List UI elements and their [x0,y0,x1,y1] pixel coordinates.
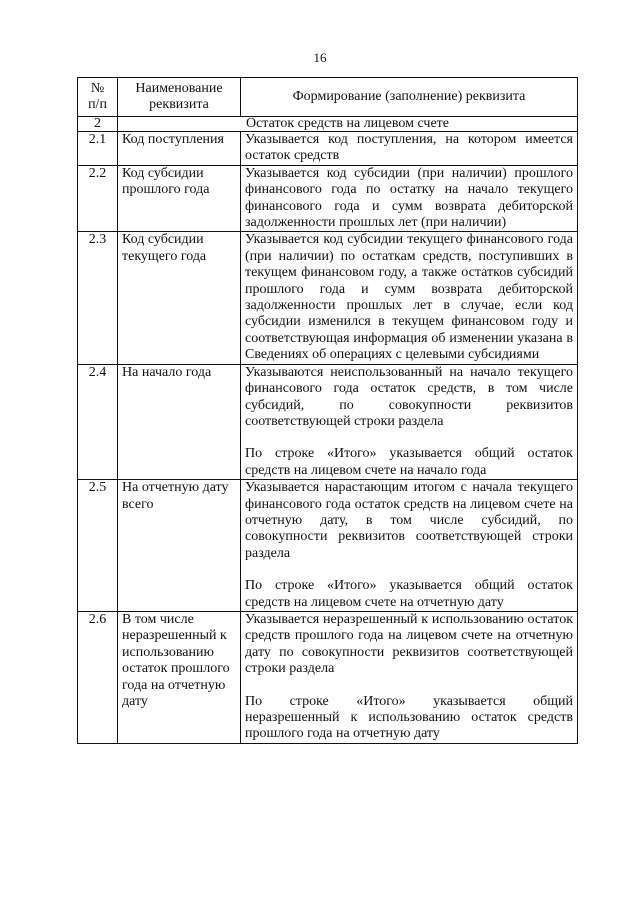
table-row [78,132,578,166]
description-paragraph: По строке «Итого» указывается общий остаток средств на лицевом счете на отчетную дату [245,578,573,610]
table-row [78,480,578,612]
description-paragraph: По строке «Итого» указывается общий остаток средств на лицевом счете на начало года [245,446,573,478]
row-number: 2.3 [78,232,118,364]
table-row [78,232,578,364]
section-num: 2 [78,117,118,132]
description-paragraph: По строке «Итого» указывается общий неразрешенный к использованию остаток средств прошлого года на отчетную дату [245,693,573,742]
header-num: № п/п [78,78,118,117]
table-row [78,165,578,232]
requisite-name: Код субсидии прошлого года [118,165,241,232]
requisite-name: На отчетную дату всего [118,480,241,612]
description-paragraph: Указывается нарастающим итогом с начала текущего финансового года остаток средств на лицевом счете на отчетную дату, в том числе субсидий, по совокупности реквизитов соответствующей строки раздела [245,480,573,561]
description-paragraph: Указывается код субсидии текущего финансового года (при наличии) по остаткам средств, поступивших в текущем финансовом году, а также остатков субсидий прошлого года и сумм возврата дебиторской задолженности прошлых лет в случае, если код субсидии изменился в текущем финансовом году и соответствующая информация об изменении указана в Сведениях об операциях с целевыми субсидиями [245,232,573,363]
description-paragraph: Указывается код поступления, на котором имеется остаток средств [245,132,573,164]
header-name: Наименование реквизита [118,78,241,117]
requisite-description [241,232,578,364]
requisite-name: В том числе неразрешенный к использованию остаток прошлого года на отчетную дату [118,611,241,743]
row-number: 2.5 [78,480,118,612]
requisite-description [241,364,578,479]
requisite-name: На начало года [118,364,241,479]
table-row [78,611,578,743]
requisites-table [77,77,578,744]
row-number: 2.1 [78,132,118,166]
header-desc: Формирование (заполнение) реквизита [241,78,578,117]
section-title: Остаток средств на лицевом счете [118,117,578,132]
description-paragraph: Указывается код субсидии (при наличии) прошлого финансового года по остатку на начало текущего финансового года и сумм возврата дебиторской задолженности прошлых лет (при наличии) [245,165,573,231]
requisite-name: Код поступления [118,132,241,166]
description-paragraph: Указывается неразрешенный к использованию остаток средств прошлого года на лицевом счете на отчетную дату по совокупности реквизитов соответствующей строки раздела [245,611,573,677]
description-paragraph: Указываются неиспользованный на начало текущего финансового года остаток средств, в том числе субсидий, по совокупности реквизитов соответствующей строки раздела [245,364,573,429]
table-header-row [78,78,578,117]
requisite-description [241,165,578,232]
table-body [78,132,578,744]
requisite-name: Код субсидии текущего года [118,232,241,364]
row-number: 2.4 [78,364,118,479]
row-number: 2.2 [78,165,118,232]
row-number: 2.6 [78,611,118,743]
section-row [78,117,578,132]
table-row [78,364,578,479]
requisite-description [241,480,578,612]
requisite-description [241,611,578,743]
requisite-description [241,132,578,166]
page-number: 16 [313,50,327,65]
